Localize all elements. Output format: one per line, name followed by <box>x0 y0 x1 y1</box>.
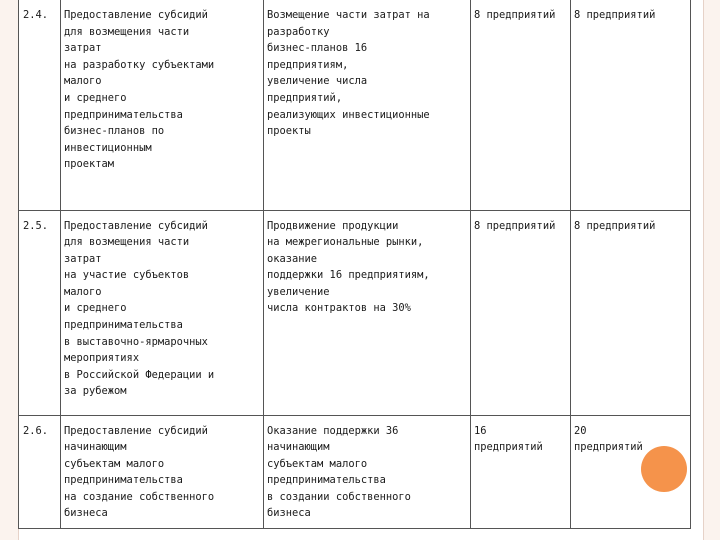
value-year-2: 8 предприятий <box>571 0 691 210</box>
program-measures-table <box>18 0 691 529</box>
measure-description: Предоставление субсидий начинающим субъектам малого предпринимательства на создание собственного бизнеса <box>61 415 264 529</box>
table-row <box>19 210 691 415</box>
table-row <box>19 0 691 210</box>
measure-description: Предоставление субсидий для возмещения части затрат на участие субъектов малого и среднего предпринимательства в выставочно-ярмарочных мероприятиях в Российской Федерации и за рубежом <box>61 210 264 415</box>
value-year-2: 8 предприятий <box>571 210 691 415</box>
row-number: 2.5. <box>19 210 61 415</box>
value-year-1: 8 предприятий <box>471 0 571 210</box>
measure-description: Предоставление субсидий для возмещения части затрат на разработку субъектами малого и среднего предпринимательства бизнес-планов по инвестиционным проектам <box>61 0 264 210</box>
row-number: 2.6. <box>19 415 61 529</box>
value-year-1: 8 предприятий <box>471 210 571 415</box>
table-row <box>19 415 691 529</box>
row-number: 2.4. <box>19 0 61 210</box>
expected-result: Возмещение части затрат на разработку бизнес-планов 16 предприятиям, увеличение числа предприятий, реализующих инвестиционные проекты <box>264 0 471 210</box>
value-year-2: 20 предприятий <box>571 415 691 529</box>
orange-circle-decoration <box>641 446 687 492</box>
expected-result: Оказание поддержки 36 начинающим субъектам малого предпринимательства в создании собственного бизнеса <box>264 415 471 529</box>
value-year-1: 16 предприятий <box>471 415 571 529</box>
expected-result: Продвижение продукции на межрегиональные рынки, оказание поддержки 16 предприятиям, увеличение числа контрактов на 30% <box>264 210 471 415</box>
